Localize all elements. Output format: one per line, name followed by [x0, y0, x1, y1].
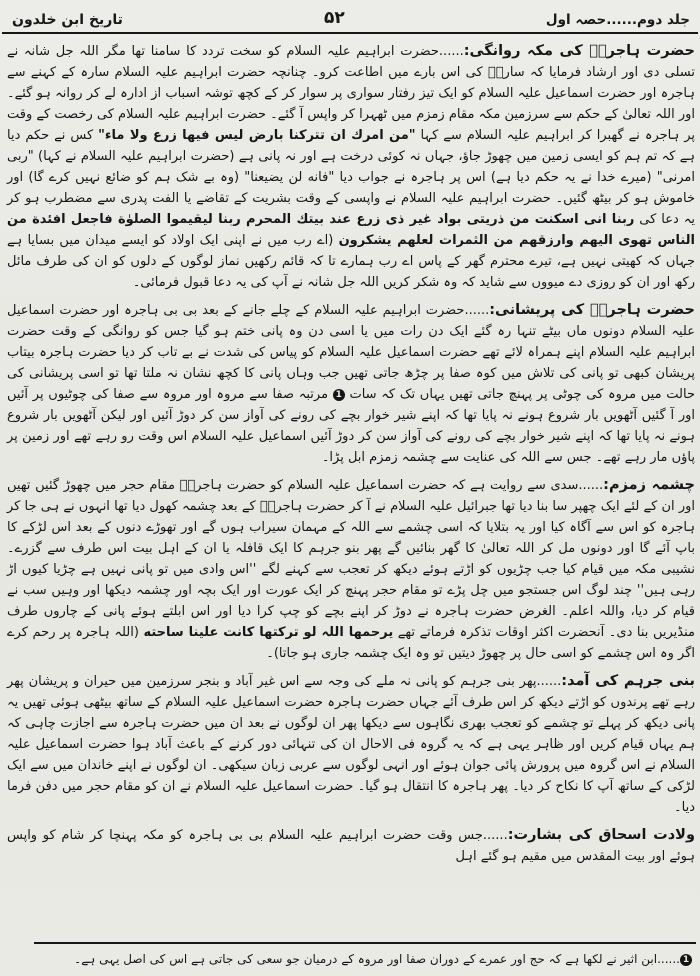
body-text: ......حضرت ابراہیم علیہ السلام کے چلے جانے کے بعد بی بی ہاجرہ اور حضرت اسماعیل علیہ السلام دونوں ماں بیٹے تنہا رہ گئے ایک دن رات میں یا اسی دن وہ پانی ختم ہو گیا جس کو روانگی کے وقت حضرت ابراہیم علیہ السلام اپنے ہمراہ لائے تھے حضرت اسماعیل علیہ السلام کو پیاس کی شدت نے بے تاب کر دیا حضرت ہاجرہ بیتاب پریشان کبھی تو پانی کی تلاش میں کوہ صفا پر چڑھ جاتی تھیں جب وہاں پانی کا کچھ نشان نہ ملتا تھا تو اسی پریشانی کی حالت میں مروہ کی چوٹی پر پہنچ جاتی تھیں یہاں تک کہ سات: [7, 303, 696, 402]
paragraph-zamzam-spring: [7, 475, 695, 664]
arabic-quote: یرحمها اللہ لو ترکتها کانت علینا ساحته: [143, 625, 394, 640]
page-number: ۵۲: [324, 8, 345, 28]
footnote-block: [0, 942, 700, 968]
volume-label: جلد دوم......حصہ اول: [545, 12, 690, 28]
section-heading: حضرت ہاجرہؓ کی پریشانی:: [489, 302, 695, 318]
paragraph-hajira-distress: [7, 300, 695, 468]
section-heading: حضرت ہاجرہؓ کی مکہ روانگی:: [463, 43, 695, 59]
paragraph-bani-jurhum-arrival: [7, 671, 695, 818]
body-text: ......جس وقت حضرت ابراہیم علیہ السلام بی بی ہاجرہ کو مکہ پہنچا کر شام کو واپس ہوئے اور بیت المقدس میں مقیم ہو گئے اہل: [7, 828, 695, 864]
paragraph-ishaq-birth-tidings: [7, 825, 695, 867]
book-title: تاریخ ابن خلدون: [12, 12, 123, 28]
section-heading: بنی جرہم کی آمد:: [561, 673, 695, 689]
section-heading: چشمہ زمزم:: [603, 477, 696, 493]
section-heading: ولادت اسحاق کی بشارت:: [507, 827, 695, 843]
body-text: (اے رب میں نے اپنی ایک اولاد کو ایسے میدان میں بسایا ہے جہاں کہ کھیتی نہیں ہے، تیرے محترم گھر کے پاس اے رب ہمارے تا کہ قائم رکھیں نماز لوگوں کے دلوں کو ان کی طرف مائل رکھ اور ان کو روزی دے میووں سے شاید کہ وہ شکر کریں اللہ جل شانہ نے آپ کی یہ دعا قبول فرمائی۔: [7, 233, 695, 290]
body-text: (اللہ ہاجرہ پر رحم کرے اگر وہ اس چشمے کو اسی حال پر چھوڑ دیتیں تو وہ ایک چشمہ جاری ہو جاتا)۔: [7, 625, 695, 661]
quran-verse: ربنا انی اسکنت من ذریتی بواد غیر ذی زرع عند بیتك المحرم ربنا لیقیموا الصلوٰة فاجعل افئدة من الناس تهوی الیهم وارزقهم من الثمرات لعلهم یشکرون: [7, 212, 695, 248]
body-text: کس نے حکم دیا ہے کہ تم ہم کو ایسی زمین میں چھوڑ جاؤ، جہاں نہ کوئی درخت ہے اور نہ پانی ہے (حضرت ابراہیم علیہ السلام نے کہا) "ربی امرنی" (میرے خدا نے یہ حکم دیا ہے) اس پر ہاجرہ نے جواب دیا "فانه لن یضیعنا" (وہ بے شک ہم کو ضائع نہیں کرے گا) اور خاموش ہو کر بیٹھ گئیں۔ حضرت ابراہیم علیہ السلام نے واپسی کے وقت بشریت کے تقاضے یا الفت پدری سے مضطرب ہو کر یہ دعا کی: [7, 128, 695, 227]
body-text: ......سدی سے روایت ہے کہ حضرت اسماعیل علیہ السلام کو حضرت ہاجرہؓ مقام حجر میں چھوڑ گئیں تھیں اور ان کے لئے ایک چھپر سا بنا دیا تھا جبرائیل علیہ السلام نے آ کر حضرت ہاجرہؓ کے بعد چشمہ کھول دیا تھا انہوں نے ہی جا کر ہاجرہ کو اس سے آگاہ کیا اور یہ بتلایا کہ اسی چشمے سے اللہ کے مہمان سیراب ہوں گے اور تھوڑے دنوں کے بعد اس لڑکے کا باپ آئے گا اور دونوں مل کر اللہ تعالیٰ کا گھر بنائیں گے پھر بنو جرہم کا ایک قافلہ یا ان کے اہل بیت اس طرف سے گزرے۔ نشیبی مکہ میں قیام کیا جب چڑیوں کو اڑتے ہوئے دیکھ کر تعجب سے کہنے لگے ''اس وادی میں تو پانی نہیں ہے چڑیا کیوں اڑ رہی ہیں'' چند لوگ اس جستجو میں چل پڑے تو مقام حجر پہنچ کر ایک عورت اور ایک بچہ اور چشمہ دیکھا اور وہیں سب نے قیام کر دیا، واللہ اعلم۔ الغرض حضرت ہاجرہ نے دوڑ کر اپنے بچے کو چپ کرا دیا اور اس ابلتے ہوئے پانی کے چاروں طرف منڈیریں بنا دی۔ آنحضرت اکثر اوقات تذکرہ فرماتے تھے: [7, 478, 695, 640]
page-content: [0, 34, 700, 867]
body-text: ......پھر بنی جرہم کو پانی نہ ملے کی وجہ سے اس غیر آباد و بنجر سرزمین میں حیران و پریشان پھر رہے تھے پرندوں کو اڑتے دیکھ کر اس طرف آئے جہاں حضرت ہاجرہ حضرت اسماعیل علیہ السلام کے ساتھ بیٹھی ہوئی تھیں یہ پانی دیکھ کر پہلے تو چشمے کو تعجب بھری نگاہوں سے دیکھا پھر ان لوگوں نے بعد ان میں حضرت ہاجرہ سے اجازت چاہی کہ ہم یہاں قیام کریں اور ظاہر یہی ہے کہ یہ گروہ فی الاحال ان کی تنہائی دور کرنے کے باعث آباد ہوا حضرت اسماعیل علیہ السلام نے اس گروہ میں پرورش پائی جوان ہوئے اور انہی لوگوں سے عربی زبان سیکھی۔ ان لوگوں نے اپنے خاندان میں سے ایک لڑکی کے ساتھ آپ کا نکاح کر دیا۔ پھر ہاجرہ کا انتقال ہو گیا۔ حضرت اسماعیل علیہ السلام نے ان کو مقام حجر میں دفن فرما دیا۔: [7, 674, 695, 815]
footnote-marker-icon: 1: [333, 389, 345, 401]
footnote-marker-icon: 1: [680, 954, 692, 966]
footnote-rule: [34, 942, 696, 944]
paragraph-hajira-makkah-departure: [7, 41, 695, 293]
body-text: مرتبہ صفا سے مروہ اور مروہ سے صفا کی چوٹیوں پر آئیں اور آ گئیں آٹھویں بار شروع ہونے نہ پایا تھا کہ اپنے شیر خوار بچے کی رونے کی آواز سن کر دوڑ آئیں اور لیکن آٹھویں بار شروع ہونے نہ پایا تھا کہ اپنے شیر خوار بچے کی رونے کی آواز سن کر دوڑ آئیں اسماعیل علیہ السلام اس وقت رو رہے تھے اور زمین پر پاؤں مار رہے تھے۔ جس سے اللہ کی عنایت سے چشمہ زمزم ابل پڑا۔: [7, 387, 695, 465]
body-text: ......حضرت ابراہیم علیہ السلام کو سخت تردد کا سامنا تھا مگر اللہ جل شانہ نے تسلی دی اور ارشاد فرمایا کہ سارہؓ کی اس بارے میں اطاعت کرو۔ چنانچہ حضرت ابراہیم علیہ السلام سارہ کے کہنے سے ہاجرہ اور حضرت اسماعیل علیہ السلام کو ایک تیز رفتار سواری پر سوار کر کے کچھ توشہ اسباب از ادارہ لے کر روانہ ہو گئے۔ اور اللہ تعالیٰ کے حکم سے سرزمین مکہ مقام زمزم میں ٹھہرا کر واپس آ گئے۔ حضرت ابراہیم علیہ السلام کی رخصت کے وقت پر ہاجرہ نے گھبرا کر ابراہیم علیہ السلام سے کہا: [7, 44, 695, 143]
page-header: [0, 0, 700, 30]
footnote-line: [0, 950, 700, 968]
footnote-text: ......ابن اثیر نے لکھا ہے کہ حج اور عمرے کے دوران صفا اور مروہ کے درمیان جو سعی کی جاتی ہے اس کی اصل یہی ہے۔: [74, 952, 680, 966]
arabic-quote: "من امرك ان تتركنا بارض لیس فیها زرع ولا ماء": [98, 128, 416, 143]
